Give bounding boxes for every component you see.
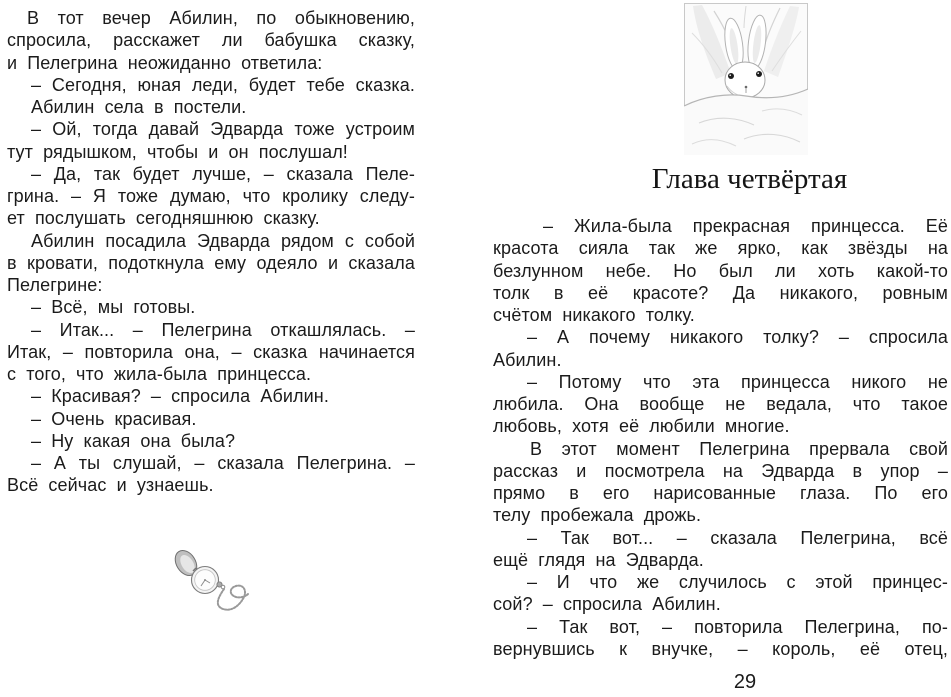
text-line: – А почему никакого толку? – спросила: [527, 327, 948, 348]
chapter-heading-text: Глава четвёртая: [651, 163, 848, 195]
pocket-watch-svg: [168, 547, 256, 615]
text-line: Итак, – повторила она, – сказка начинается: [7, 341, 415, 362]
text-line: – А ты слушай, – сказала Пелегрина. –: [31, 453, 415, 473]
right-page-text-column: [493, 215, 948, 660]
text-line: – Красивая? – спросила Абилин.: [31, 386, 329, 407]
text-line: безлунном небе. Но был ли хоть какой-то: [493, 260, 948, 281]
rabbit-in-blanket-illustration: [684, 3, 808, 155]
page-number: 29: [733, 671, 757, 693]
text-line: грина. – Я тоже думаю, что кролику следу-: [7, 186, 415, 206]
text-line: вернувшись к внучке, – король, её отец,: [493, 638, 948, 659]
pocket-watch-illustration: [168, 547, 256, 615]
text-line: и Пелегрина неожиданно ответила:: [7, 52, 323, 73]
text-line: рассказ и посмотрела на Эдварда в упор –: [493, 460, 948, 481]
text-line: сой? – спросила Абилин.: [493, 594, 721, 615]
text-line: – И что же случилось с этой принцес-: [527, 572, 948, 592]
text-line: – Так вот, – повторила Пелегрина, по-: [527, 616, 948, 637]
text-line: – Сегодня, юная леди, будет тебе сказка.: [31, 74, 415, 95]
text-line: любила. Она вообще не ведала, что такое: [493, 394, 948, 414]
text-line: – Ну какая она была?: [31, 430, 236, 451]
left-page-text-column: [7, 7, 415, 497]
text-line: В этот момент Пелегрина прервала свой: [530, 438, 948, 459]
text-line: красота сияла так же ярко, как звёзды на: [493, 238, 948, 259]
text-line: В тот вечер Абилин, по обыкновению,: [27, 8, 415, 28]
text-line: спросила, расскажет ли бабушка сказку,: [7, 30, 415, 51]
text-line: в кровати, подоткнула ему одеяло и сказала: [7, 252, 415, 273]
text-line: – Итак... – Пелегрина откашлялась. –: [31, 319, 415, 340]
text-line: – Жила-была прекрасная принцесса. Её: [543, 216, 948, 236]
text-line: – Ой, тогда давай Эдварда тоже устроим: [31, 119, 415, 140]
text-line: ещё глядя на Эдварда.: [493, 549, 704, 570]
chapter-heading: [493, 161, 948, 198]
text-line: с того, что жила-была принцесса.: [7, 364, 312, 384]
text-line: Абилин.: [493, 349, 562, 370]
text-line: Всё сейчас и узнаешь.: [7, 475, 214, 496]
text-line: Абилин села в постели.: [31, 97, 247, 117]
text-line: – Да, так будет лучше, – сказала Пеле-: [31, 163, 415, 184]
text-line: – Очень красивая.: [31, 408, 197, 429]
text-line: – Всё, мы готовы.: [31, 297, 196, 318]
text-line: Абилин посадила Эдварда рядом с собой: [31, 230, 415, 251]
text-line: – Так вот... – сказала Пелегрина, всё: [527, 527, 948, 548]
text-line: прямо в его нарисованные глаза. По его: [493, 483, 948, 503]
text-line: телу пробежала дрожь.: [493, 505, 702, 526]
text-line: ет послушать сегодняшнюю сказку.: [7, 208, 320, 229]
text-line: Пелегрине:: [7, 275, 103, 295]
text-line: счётом никакого толку.: [493, 305, 695, 325]
text-line: толк в её красоте? Да никакого, ровным: [493, 282, 948, 303]
text-line: тут рядышком, чтобы и он послушал!: [7, 141, 348, 162]
rabbit-illustration-svg: [684, 3, 808, 155]
text-line: любовь, хотя её любили многие.: [493, 416, 790, 437]
text-line: – Потому что эта принцесса никого не: [527, 371, 948, 392]
